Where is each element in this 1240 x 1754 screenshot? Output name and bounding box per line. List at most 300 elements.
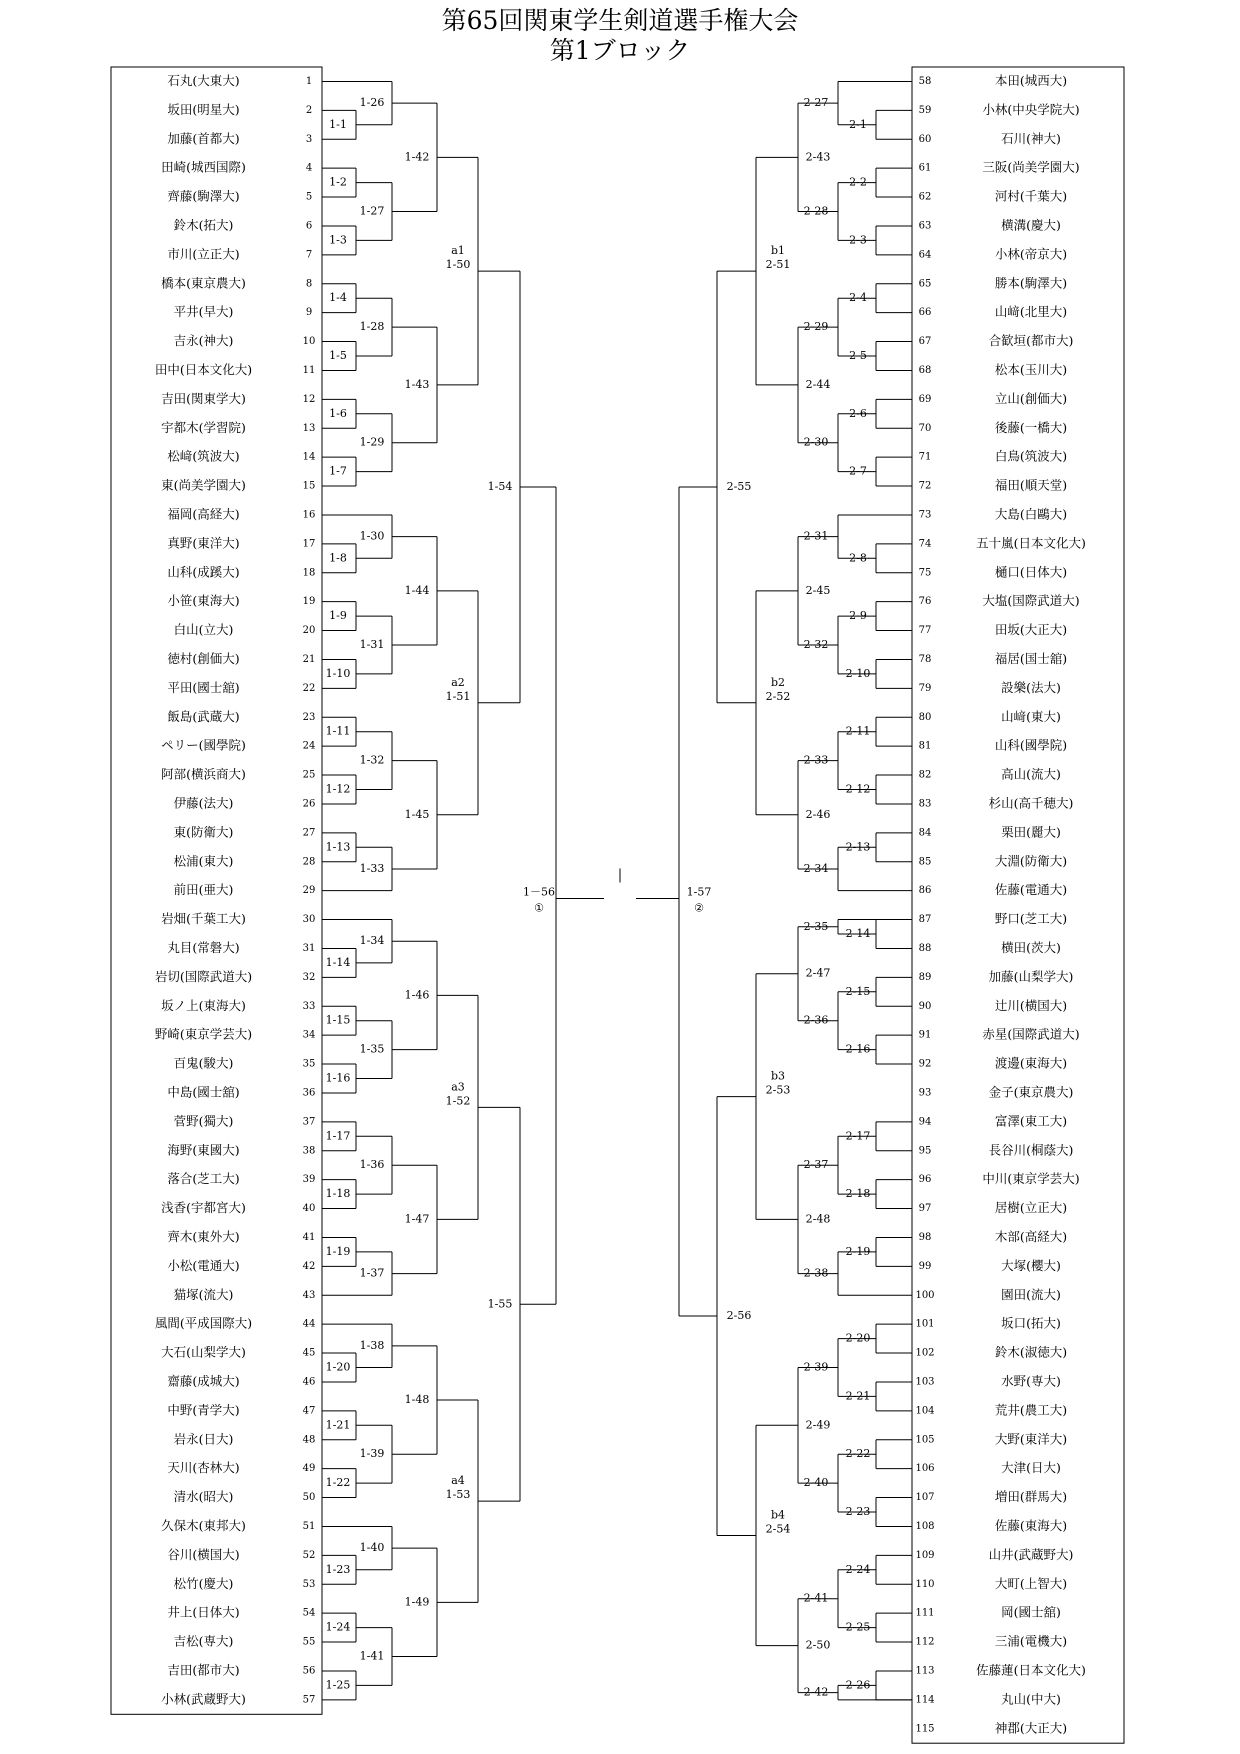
pool-label: a4 [451, 1474, 465, 1488]
tournament-title: 第65回関東学生剣道選手権大会 [441, 6, 799, 35]
match-label: 2-32 [803, 638, 829, 651]
player-number: 27 [302, 827, 316, 839]
player-number: 33 [302, 1000, 316, 1012]
player-number: 40 [302, 1203, 316, 1215]
player-number: 102 [915, 1347, 935, 1359]
match-label: 2-15 [845, 984, 871, 998]
match-label: 2-19 [845, 1244, 871, 1258]
match-label: 1-45 [404, 807, 430, 821]
match-label: 1-33 [359, 861, 385, 875]
player-number: 58 [918, 75, 932, 87]
match-label: 1-10 [325, 666, 351, 680]
match-label: 2-18 [845, 1187, 871, 1201]
player-number: 35 [302, 1058, 316, 1070]
player-name: 三阪(尚美学園大) [982, 159, 1080, 175]
player-number: 113 [915, 1665, 935, 1677]
player-number: 14 [302, 451, 316, 463]
match-label: 2-13 [845, 840, 871, 854]
player-number: 47 [302, 1405, 316, 1417]
player-number: 103 [915, 1376, 935, 1388]
player-number: 10 [302, 336, 316, 348]
player-name: 坂ノ上(東海大) [161, 997, 246, 1013]
player-name: 大島(白鷗大) [994, 506, 1068, 522]
player-name: 勝本(駒澤大) [994, 275, 1068, 291]
match-label: 1-50 [445, 258, 471, 272]
player-name: 大野(東洋大) [994, 1431, 1068, 1447]
player-name: 後藤(一橋大) [994, 419, 1068, 435]
match-label: 2-38 [803, 1266, 829, 1280]
player-name: 坂口(拓大) [1001, 1315, 1061, 1331]
match-label: 1-17 [325, 1129, 351, 1143]
match-label: 2-53 [765, 1083, 791, 1097]
match-label: 2-46 [805, 807, 831, 821]
match-label: 1-37 [359, 1266, 385, 1280]
player-number: 110 [915, 1578, 935, 1590]
player-name: 吉永(神大) [173, 333, 234, 349]
match-label: 2-26 [845, 1678, 871, 1692]
match-label: 1-13 [325, 840, 351, 854]
match-label: 1-20 [325, 1360, 351, 1374]
match-label: 2-7 [849, 464, 867, 478]
block-title: 第1ブロック [549, 36, 691, 65]
match-label: 1-48 [404, 1393, 430, 1407]
player-name: 大淵(防衛大) [994, 853, 1068, 869]
player-name: 山科(國學院) [994, 737, 1068, 753]
match-label: 2-3 [849, 233, 867, 247]
match-label: 2-4 [849, 291, 867, 305]
player-name: 吉田(関東学大) [161, 390, 246, 406]
player-name: 平井(早大) [173, 304, 234, 320]
player-number: 18 [302, 567, 316, 579]
player-name: 長谷川(桐蔭大) [988, 1142, 1074, 1158]
player-number: 61 [918, 162, 932, 174]
player-name: 野崎(東京学芸大) [154, 1026, 253, 1042]
match-label: 1-25 [325, 1678, 351, 1692]
player-number: 15 [302, 480, 316, 492]
player-name: 岩永(日大) [173, 1431, 234, 1447]
match-label: 2-33 [803, 753, 829, 767]
player-name: 齊藤(駒澤大) [167, 188, 240, 204]
player-number: 45 [302, 1347, 316, 1359]
player-name: 坂田(明星大) [167, 101, 240, 117]
player-name: 辻川(横国大) [994, 997, 1068, 1013]
player-name: 佐藤(電通大) [994, 882, 1068, 898]
player-number: 97 [918, 1203, 932, 1215]
semifinal-label: 1－56 [523, 885, 555, 899]
player-name: 中川(東京学芸大) [982, 1171, 1080, 1187]
player-name: 鈴木(淑徳大) [994, 1344, 1068, 1360]
match-label: 1-8 [329, 551, 347, 565]
player-name: 小笹(東海大) [167, 593, 240, 609]
player-name: 東(防衛大) [173, 824, 234, 840]
match-label: 1-5 [329, 349, 347, 362]
player-number: 9 [305, 307, 313, 319]
pool-label: b2 [770, 675, 786, 689]
semifinal-mark: ① [534, 901, 544, 915]
match-label: 1-9 [329, 609, 347, 623]
player-number: 6 [305, 220, 313, 232]
match-label: 1-36 [359, 1158, 385, 1172]
player-name: 阿部(横浜商大) [161, 766, 246, 782]
player-name: 齋藤(成城大) [167, 1373, 240, 1389]
semifinal-label: 1-57 [686, 885, 712, 899]
player-name: 岩畑(千葉工大) [161, 911, 246, 927]
player-name: 五十嵐(日本文化大) [976, 535, 1086, 551]
match-label: 2-24 [845, 1562, 871, 1576]
player-number: 107 [915, 1492, 935, 1504]
player-name: 石川(神大) [1001, 130, 1061, 146]
match-label: 1-38 [359, 1338, 385, 1352]
player-name: 岩切(国際武道大) [154, 968, 253, 984]
player-name: 栗田(麗大) [1001, 824, 1061, 840]
player-name: 山井(武蔵野大) [988, 1546, 1074, 1562]
player-name: 山﨑(東大) [1001, 708, 1061, 724]
player-name: 佐藤(東海大) [994, 1517, 1068, 1533]
match-label: 2-14 [845, 927, 871, 940]
player-name: 天川(杏林大) [167, 1460, 240, 1476]
player-name: 横溝(慶大) [1001, 217, 1061, 233]
match-label: 2-52 [765, 689, 791, 703]
player-number: 3 [305, 133, 313, 145]
player-number: 23 [302, 711, 316, 723]
player-number: 46 [302, 1376, 316, 1388]
player-number: 24 [302, 740, 316, 752]
player-number: 4 [305, 162, 313, 174]
pool-label: b3 [770, 1069, 786, 1083]
player-number: 12 [302, 393, 316, 405]
player-name: 松竹(慶大) [173, 1575, 234, 1591]
player-name: 富澤(東工大) [994, 1113, 1068, 1129]
player-number: 94 [918, 1116, 932, 1128]
player-name: 平田(國士舘) [167, 679, 240, 695]
match-label: 2-6 [849, 406, 867, 420]
player-name: 大津(日大) [1001, 1460, 1061, 1476]
player-number: 60 [918, 133, 932, 145]
player-number: 44 [302, 1318, 316, 1330]
match-label: 1-26 [359, 96, 385, 110]
match-label: 2-20 [845, 1331, 871, 1345]
player-name: 佐藤蓮(日本文化大) [976, 1662, 1086, 1678]
pool-label: b4 [770, 1508, 786, 1522]
player-name: 荒井(農工大) [994, 1402, 1068, 1418]
player-number: 82 [918, 769, 932, 781]
player-number: 57 [302, 1694, 316, 1706]
player-number: 65 [918, 278, 932, 290]
match-label: 1-44 [404, 583, 430, 597]
player-number: 41 [302, 1231, 316, 1243]
player-number: 81 [918, 740, 932, 752]
match-labels [326, 96, 871, 1699]
player-number: 73 [918, 509, 932, 521]
player-number: 90 [918, 1000, 932, 1012]
player-name: 齊木(東外大) [167, 1228, 240, 1244]
player-name: 田中(日本文化大) [154, 361, 253, 377]
player-name: 清水(昭大) [173, 1489, 234, 1505]
player-number: 50 [302, 1492, 316, 1504]
player-number: 91 [918, 1029, 932, 1041]
player-number: 2 [305, 104, 313, 116]
player-number: 85 [918, 856, 932, 868]
player-number: 68 [918, 364, 932, 376]
semifinal-mark: ② [694, 901, 704, 915]
player-number: 71 [918, 451, 932, 463]
match-label: 1-22 [325, 1476, 351, 1490]
player-name: 渡邊(東海大) [994, 1055, 1068, 1071]
player-number: 53 [302, 1578, 316, 1590]
player-name: 前田(亜大) [173, 882, 234, 898]
player-number: 36 [302, 1087, 316, 1099]
player-name: 小林(帝京大) [994, 246, 1068, 262]
final-label-bg [604, 891, 636, 907]
match-label: 2-47 [805, 966, 831, 980]
player-number: 86 [918, 885, 932, 897]
player-number: 21 [302, 653, 316, 665]
match-label: 2-45 [805, 583, 831, 597]
player-number: 55 [302, 1636, 316, 1648]
player-number: 101 [915, 1318, 935, 1330]
player-number: 89 [918, 971, 932, 983]
player-number: 109 [915, 1549, 935, 1561]
player-number: 38 [302, 1145, 316, 1157]
player-number: 79 [918, 682, 932, 694]
match-label: 1-18 [325, 1187, 351, 1201]
player-number: 96 [918, 1174, 932, 1186]
match-label: 1-35 [359, 1042, 385, 1056]
player-number: 48 [302, 1434, 316, 1446]
match-label: 2-44 [805, 377, 831, 391]
match-label: 2-34 [803, 861, 829, 875]
player-number: 76 [918, 596, 932, 608]
player-number: 25 [302, 769, 316, 781]
player-number: 54 [302, 1607, 316, 1619]
player-number: 105 [915, 1434, 935, 1446]
player-number: 74 [918, 538, 932, 550]
player-number: 78 [918, 653, 932, 665]
match-label: 1-16 [325, 1071, 351, 1085]
player-name: 猫塚(流大) [173, 1286, 234, 1302]
match-label: 1-55 [487, 1297, 513, 1311]
pool-label: a3 [451, 1080, 465, 1094]
player-name: 樋口(日体大) [994, 564, 1068, 580]
match-label: 2-27 [803, 96, 829, 110]
player-number: 108 [915, 1520, 935, 1532]
player-number: 63 [918, 220, 932, 232]
match-label: 2-56 [726, 1309, 752, 1323]
player-number: 8 [305, 278, 313, 290]
match-label: 1-39 [359, 1447, 385, 1461]
player-name: 田坂(大正大) [994, 622, 1068, 638]
match-label: 1-32 [359, 753, 385, 767]
player-number: 64 [918, 249, 932, 261]
player-name: 宇都木(学習院) [161, 419, 246, 435]
player-number: 42 [302, 1260, 316, 1272]
player-number: 67 [918, 336, 932, 348]
player-name: 横田(茨大) [1001, 939, 1061, 955]
player-name: 吉松(専大) [173, 1633, 234, 1649]
player-number: 13 [302, 422, 316, 434]
match-label: 2-55 [726, 479, 752, 493]
player-number: 62 [918, 191, 932, 203]
player-name: 風間(平成国際大) [154, 1315, 253, 1331]
match-label: 2-30 [803, 435, 829, 449]
match-label: 2-40 [803, 1476, 829, 1490]
match-label: 2-42 [803, 1685, 829, 1699]
match-label: 1-27 [359, 204, 385, 218]
player-name: 東(尚美学園大) [161, 477, 246, 493]
player-name: 橋本(東京農大) [161, 275, 246, 291]
player-name: 加藤(山梨学大) [988, 968, 1074, 984]
player-number: 30 [302, 914, 316, 926]
player-name: 本田(城西大) [994, 72, 1068, 88]
player-number: 99 [918, 1260, 932, 1272]
player-name: 野口(芝工大) [994, 911, 1068, 927]
player-number: 59 [918, 104, 932, 116]
player-number: 88 [918, 942, 932, 954]
match-label: 2-9 [849, 609, 867, 623]
match-label: 2-2 [849, 175, 867, 189]
player-name: 海野(東國大) [167, 1142, 240, 1158]
match-label: 1-23 [325, 1562, 351, 1576]
player-number: 80 [918, 711, 932, 723]
match-label: 1-4 [329, 291, 347, 305]
match-label: 2-31 [803, 529, 829, 543]
player-name: 岡(國士舘) [1001, 1604, 1061, 1620]
match-label: 2-23 [845, 1505, 871, 1518]
player-number: 20 [302, 625, 316, 637]
player-name: 田崎(城西国際) [161, 159, 246, 175]
player-name: ペリー(國學院) [161, 737, 246, 753]
match-label: 2-54 [765, 1522, 791, 1536]
match-label: 2-50 [805, 1638, 831, 1652]
player-name: 白鳥(筑波大) [994, 448, 1068, 464]
player-name: 松本(玉川大) [994, 361, 1068, 377]
match-label: 1-7 [329, 464, 347, 478]
player-name: 丸目(常磐大) [167, 939, 240, 955]
player-number: 52 [302, 1549, 316, 1561]
player-name: 赤星(国際武道大) [982, 1026, 1080, 1042]
player-name: 水野(専大) [1001, 1373, 1061, 1389]
match-label: 2-12 [845, 782, 871, 796]
player-number: 49 [302, 1463, 316, 1475]
player-name: 福岡(高経大) [167, 506, 240, 522]
match-label: 1-12 [325, 782, 351, 796]
player-number: 77 [918, 625, 932, 637]
player-name: 河村(千葉大) [994, 188, 1068, 204]
player-number: 75 [918, 567, 932, 579]
match-label: 1-54 [487, 479, 513, 493]
player-name: 石丸(大東大) [167, 72, 240, 88]
player-name: 園田(流大) [1001, 1286, 1061, 1302]
match-label: 2-16 [845, 1042, 871, 1056]
player-number: 32 [302, 971, 316, 983]
player-number: 84 [918, 827, 932, 839]
player-name: 加藤(首都大) [167, 130, 240, 146]
player-name: 久保木(東邦大) [161, 1517, 246, 1533]
match-label: 1-30 [359, 529, 385, 543]
player-name: 神郡(大正大) [994, 1720, 1068, 1736]
player-name: 百鬼(駿大) [173, 1055, 234, 1071]
player-number: 16 [302, 509, 316, 521]
match-label: 2-41 [803, 1591, 829, 1605]
player-number: 70 [918, 422, 932, 434]
match-label: 2-29 [803, 320, 829, 334]
player-name: 伊藤(法大) [173, 795, 234, 811]
pool-label: b1 [770, 244, 786, 258]
match-label: 2-11 [845, 724, 871, 738]
match-label: 2-25 [845, 1620, 871, 1634]
player-name: 山﨑(北里大) [994, 304, 1068, 320]
match-label: 1-24 [325, 1620, 351, 1634]
match-label: 1-11 [325, 724, 351, 738]
match-label: 1-34 [359, 934, 385, 948]
player-name: 小林(武蔵野大) [161, 1691, 246, 1707]
player-name: 木部(高経大) [994, 1228, 1068, 1244]
match-label: 2-39 [803, 1360, 829, 1374]
player-name: 小林(中央学院大) [982, 101, 1080, 117]
match-label: 1-19 [325, 1244, 351, 1258]
player-name: 飯島(武蔵大) [167, 708, 240, 724]
player-number: 17 [302, 538, 316, 550]
player-name: 丸山(中大) [1001, 1691, 1061, 1707]
player-name: 高山(流大) [1001, 766, 1061, 782]
player-number: 11 [302, 364, 316, 376]
match-label: 2-37 [803, 1158, 829, 1172]
match-label: 2-43 [805, 150, 831, 164]
match-label: 2-17 [845, 1129, 871, 1143]
player-number: 37 [302, 1116, 316, 1128]
player-number: 28 [302, 856, 316, 868]
match-label: 2-1 [849, 117, 867, 131]
player-name: 金子(東京農大) [988, 1084, 1074, 1100]
player-number: 34 [302, 1029, 316, 1041]
player-number: 7 [305, 249, 313, 261]
player-name: 大町(上智大) [994, 1575, 1068, 1591]
player-number: 100 [915, 1289, 935, 1301]
match-label: 1-51 [445, 689, 471, 703]
match-label: 1-21 [325, 1418, 351, 1432]
match-label: 2-35 [803, 919, 829, 933]
player-name: 白山(立大) [173, 622, 234, 638]
player-name: 浅香(宇都宮大) [161, 1200, 246, 1216]
match-label: 1-2 [329, 175, 347, 189]
player-number: 31 [302, 942, 316, 954]
player-number: 106 [915, 1463, 935, 1475]
match-label: 2-22 [845, 1447, 871, 1461]
match-label: 1-6 [329, 406, 347, 420]
player-number: 1 [305, 75, 313, 87]
match-label: 1-52 [445, 1094, 471, 1108]
match-label: 2-36 [803, 1013, 829, 1027]
player-name: 市川(立正大) [167, 246, 240, 262]
pool-label: a1 [451, 244, 465, 258]
player-number: 114 [915, 1694, 935, 1706]
match-label: 1-43 [404, 377, 430, 391]
player-name: 小松(電通大) [167, 1257, 240, 1273]
match-label: 1-42 [404, 150, 430, 164]
match-label: 2-8 [849, 551, 867, 565]
player-name: 増田(群馬大) [994, 1489, 1068, 1505]
player-name: 立山(創価大) [994, 390, 1068, 406]
player-number: 22 [302, 682, 316, 694]
match-label: 1-41 [359, 1649, 385, 1663]
player-number: 83 [918, 798, 932, 810]
match-label: 1-49 [404, 1595, 430, 1609]
player-name: 合歓垣(都市大) [988, 333, 1074, 349]
player-name: 徳村(創価大) [167, 650, 240, 666]
player-number: 115 [915, 1723, 935, 1735]
player-number: 69 [918, 393, 932, 405]
match-label: 2-10 [845, 666, 871, 680]
